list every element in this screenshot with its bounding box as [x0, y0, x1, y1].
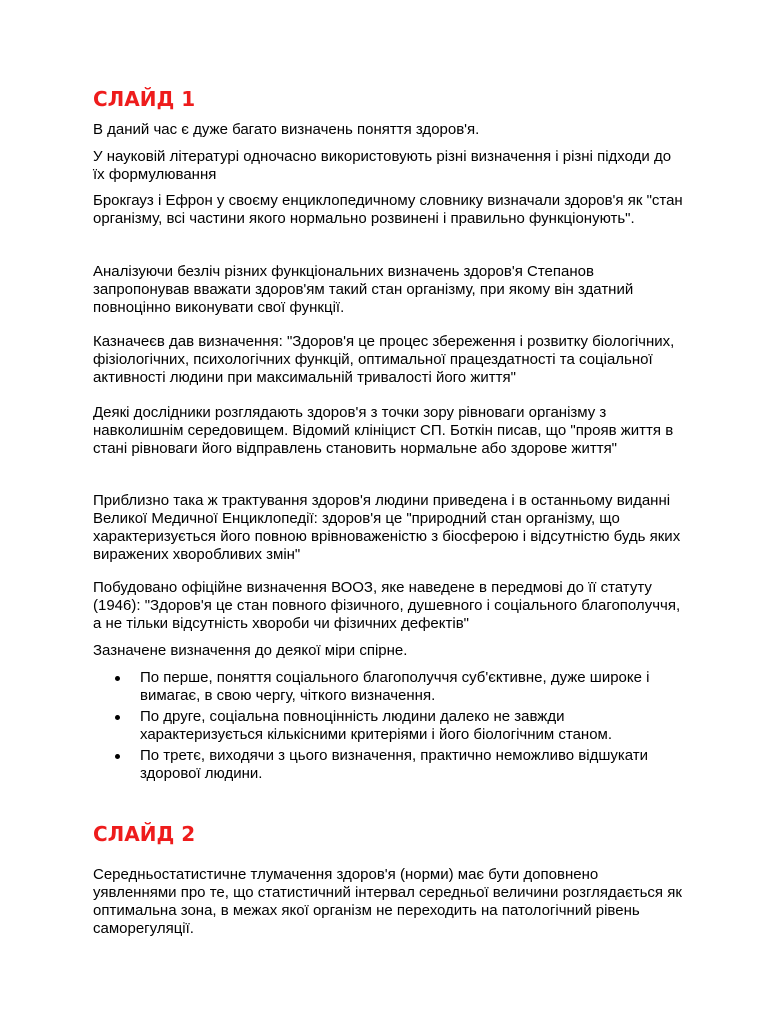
paragraph-scientific-literature: У науковій літературі одночасно використовують різні визначення і різні підходи до їх формулювання	[93, 148, 672, 183]
bullet-list	[93, 669, 683, 786]
paragraph-kaznacheev: Казначеєв дав визначення: "Здоров'я це процес збереження і розвитку біологічних, фізіологічних, психологічних функцій, оптимальної працездатності та соціальної активності людини при максимальній тривалості його життя"	[93, 333, 675, 386]
list-item-text: По перше, поняття соціального благополуччя суб'єктивне, дуже широке і вимагає, в свою чергу, чіткого визначення.	[140, 669, 650, 704]
bullet-icon	[115, 676, 120, 681]
paragraph-definitions-intro: В даний час є дуже багато визначень поняття здоров'я.	[93, 121, 480, 138]
list-item	[93, 669, 683, 705]
paragraph-botkin: Деякі дослідники розглядають здоров'я з точки зору рівноваги організму з навколишнім середовищем. Відомий клініцист СП. Боткін писав, що "прояв життя в стані рівноваги його відправлень становить нормальне або здорове життя"	[93, 404, 674, 457]
paragraph-medical-encyclopedia: Приблизно така ж трактування здоров'я людини приведена і в останньому виданні Великої Медичної Енциклопедії: здоров'я це "природний стан організму, що характеризується його повною врівноваженістю з біосферою і відсутністю будь яких виражених хворобливих змін"	[93, 492, 681, 563]
list-item	[93, 708, 683, 744]
paragraph-statistical-norm: Середньостатистичне тлумачення здоров'я (норми) має бути доповнено уявленнями про те, що статистичний інтервал середньої величини розглядається як оптимальна зона, в межах якої організм не переходить на патологічний рівень саморегуляції.	[93, 866, 682, 937]
slide-1-heading: СЛАЙД 1	[93, 87, 196, 111]
bullet-icon	[115, 754, 120, 759]
paragraph-who-definition: Побудовано офіційне визначення ВООЗ, яке наведене в передмові до її статуту (1946): "Здоров'я це стан повного фізичного, душевного і соціального благополуччя, а не тільки відсутність хвороби чи фізичних дефектів"	[93, 579, 681, 632]
bullet-icon	[115, 715, 120, 720]
list-item	[93, 747, 683, 783]
paragraph-disputable: Зазначене визначення до деякої міри спірне.	[93, 642, 408, 659]
list-item-text: По третє, виходячи з цього визначення, практично неможливо відшукати здорової людини.	[140, 747, 649, 782]
slide-2-heading: СЛАЙД 2	[93, 822, 196, 846]
paragraph-stepanov: Аналізуючи безліч різних функціональних визначень здоров'я Степанов запропонував вважати здоров'ям такий стан організму, при якому він здатний повноцінно виконувати свої функції.	[93, 263, 634, 316]
list-item-text: По друге, соціальна повноцінність людини далеко не завжди характеризується кількісними критеріями і його біологічним станом.	[140, 708, 613, 743]
paragraph-brockhaus-efron: Брокгауз і Ефрон у своєму енциклопедичному словнику визначали здоров'я як "стан організму, всі частини якого нормально розвинені і правильно функціонують".	[93, 192, 683, 227]
